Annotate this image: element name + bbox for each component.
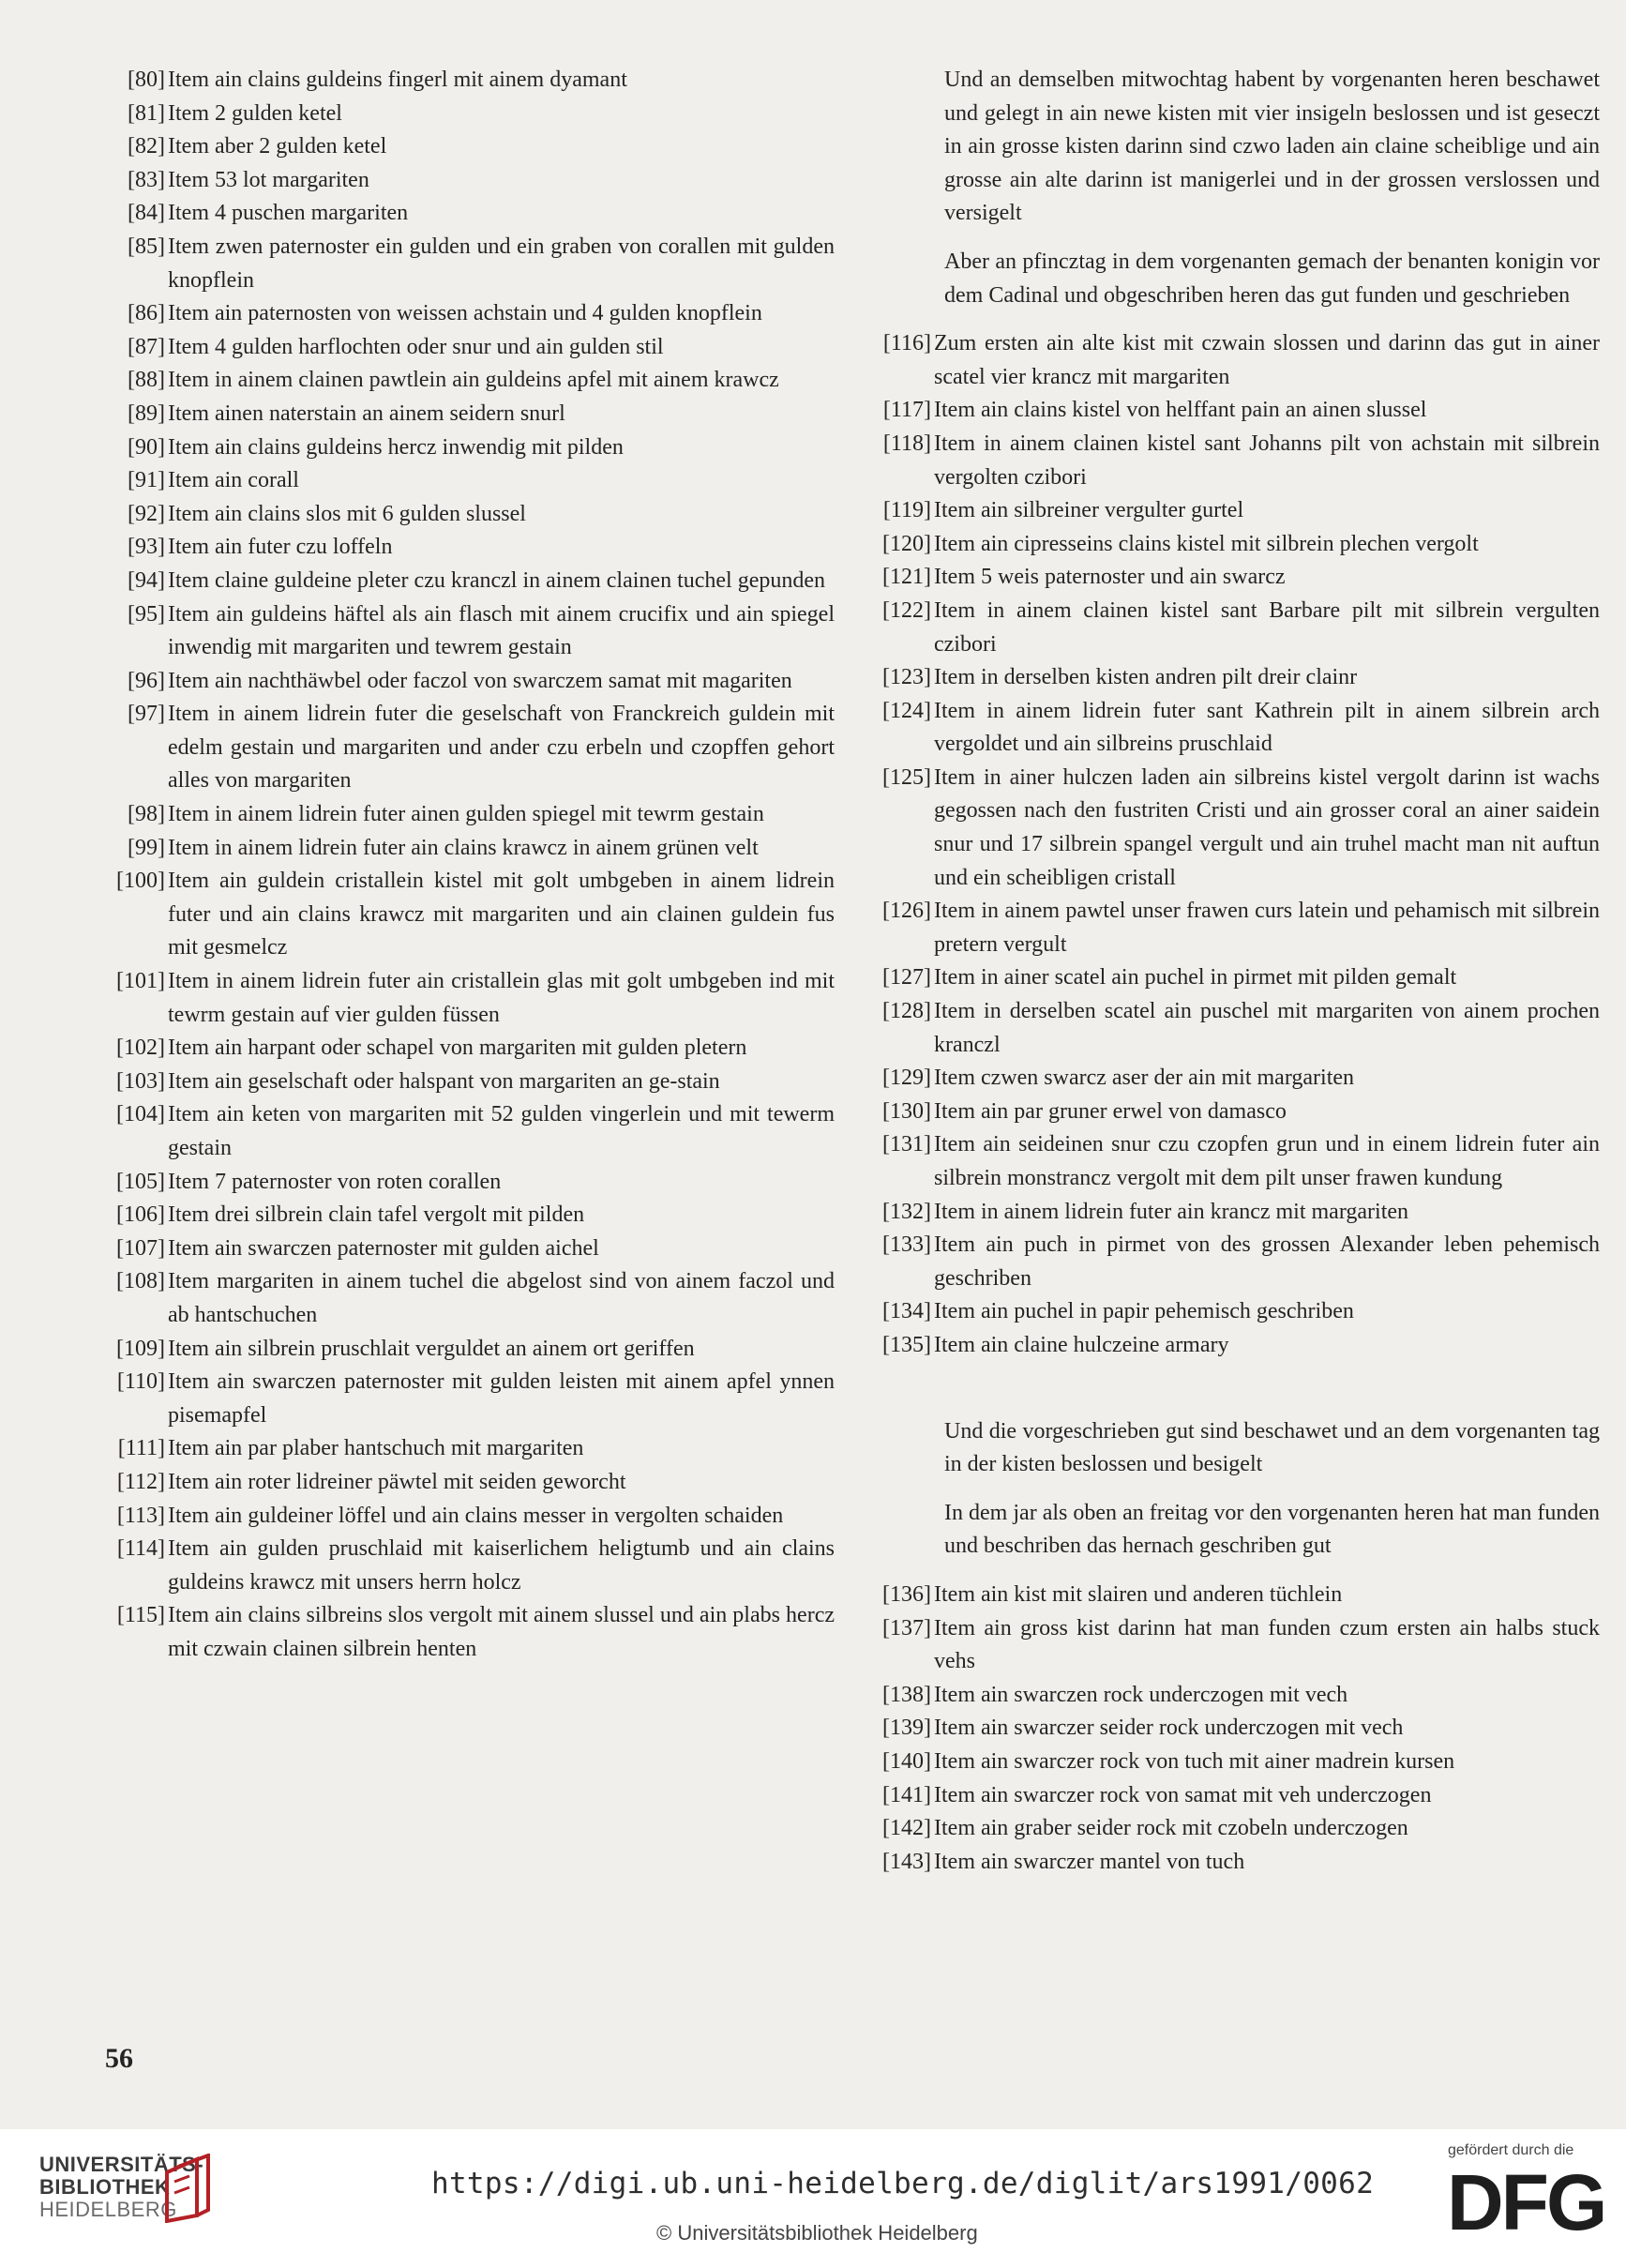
entry-number: [110]	[116, 1369, 165, 1395]
inventory-entry	[98, 364, 835, 398]
entry-number: [129]	[882, 1066, 931, 1091]
entry-number: [135]	[882, 1332, 931, 1357]
entry-text: Item in ainem pawtel unser frawen curs latein und pehamisch mit silbrein pretern vergult	[934, 899, 1600, 957]
library-emblem-icon	[159, 2154, 218, 2223]
entry-text: Item ain nachthäwbel oder faczol von swarczem samat mit magariten	[168, 668, 792, 693]
spacer	[864, 1482, 1600, 1497]
entry-text: Item 5 weis paternoster und ain swarcz	[934, 565, 1286, 590]
inventory-entry	[98, 398, 835, 431]
inventory-entry	[98, 297, 835, 331]
mid-paragraph-1: Und die vorgeschrieben gut sind beschawet und an dem vorgenanten tag in der kisten beslossen und besigelt	[944, 1418, 1600, 1477]
inventory-entry	[864, 1196, 1600, 1230]
entry-number: [91]	[128, 468, 165, 493]
entry-number: [143]	[882, 1849, 931, 1874]
inventory-entry	[98, 1066, 835, 1099]
library-name-line-3: HEIDELBERG	[39, 2198, 177, 2221]
entry-text: Item ain swarczer rock von samat mit veh underczogen	[934, 1782, 1432, 1807]
inventory-entry	[864, 961, 1600, 995]
entry-number: [89]	[128, 401, 165, 426]
entry-number: [96]	[128, 668, 165, 693]
entry-number: [97]	[128, 702, 165, 727]
entry-number: [122]	[882, 597, 931, 623]
entry-number: [137]	[882, 1615, 931, 1641]
entry-text: Item in derselben kisten andren pilt dreir clainr	[934, 665, 1358, 690]
inventory-entry	[98, 98, 835, 131]
entry-number: [82]	[128, 134, 165, 159]
entry-text: Item in ainem lidrein futer ain clains krawcz in ainem grünen velt	[168, 835, 759, 860]
inventory-entry	[864, 1746, 1600, 1779]
entry-text: Item in ainem clainen kistel sant Barbare pilt mit silbrein vergulten czibori	[934, 597, 1600, 657]
inventory-entry	[98, 598, 835, 665]
permalink-url[interactable]: https://digi.ub.uni-heidelberg.de/diglit/ars1991/0062	[431, 2167, 1375, 2200]
inventory-entry	[98, 331, 835, 365]
entry-text: Item 4 gulden harflochten oder snur und ain gulden stil	[168, 334, 664, 359]
inventory-entry	[864, 995, 1600, 1062]
entry-number: [138]	[882, 1682, 931, 1707]
inventory-entry	[98, 64, 835, 98]
inventory-entry	[98, 965, 835, 1032]
inventory-entry	[864, 494, 1600, 528]
entry-text: Item in derselben scatel ain puschel mit margariten von ainem prochen kranczl	[934, 999, 1600, 1057]
entry-number: [86]	[128, 301, 165, 326]
entry-text: Item ain seideinen snur czu czopfen grun und in einem lidrein futer ain silbrein monstrancz vergolt mit dem pilt unser frawen kundung	[934, 1132, 1600, 1190]
entry-text: Item ain geselschaft oder halspant von margariten an ge-stain	[168, 1068, 720, 1094]
inventory-entry	[98, 130, 835, 164]
entry-number: [98]	[128, 802, 165, 827]
entry-number: [120]	[882, 531, 931, 556]
inventory-entry	[98, 1265, 835, 1332]
entry-number: [111]	[117, 1436, 165, 1461]
inventory-entry	[98, 464, 835, 498]
inventory-entry	[98, 1533, 835, 1599]
spacer	[864, 1363, 1600, 1415]
entry-text: Item ain clains kistel von helffant pain an ainen slussel	[934, 398, 1427, 423]
inventory-entry	[864, 595, 1600, 661]
entry-text: Item ain par plaber hantschuch mit margariten	[168, 1436, 584, 1461]
entry-text: Item ain guldeiner löffel und ain clains messer in vergolten schaiden	[168, 1503, 784, 1528]
viewer-footer	[0, 2129, 1626, 2268]
entry-number: [116]	[882, 331, 931, 356]
entry-text: Item ain gross kist darinn hat man funden czum ersten ain halbs stuck vehs	[934, 1615, 1600, 1674]
entry-number: [132]	[882, 1199, 931, 1224]
entry-number: [117]	[882, 398, 931, 423]
inventory-entry	[98, 865, 835, 965]
entry-number: [93]	[128, 535, 165, 560]
entry-text: Item drei silbrein clain tafel vergolt mit pilden	[168, 1202, 585, 1228]
entry-text: Item zwen paternoster ein gulden und ein graben von corallen mit gulden knopflein	[168, 234, 835, 293]
dfg-logo[interactable]: DFG	[1447, 2158, 1605, 2246]
entry-text: Item ain gulden pruschlaid mit kaiserlichem heligtumb und ain clains guldeins krawcz mit unsers herrn holcz	[168, 1536, 835, 1595]
inventory-entry	[98, 665, 835, 699]
entry-number: [128]	[882, 999, 931, 1024]
inventory-entry	[864, 1712, 1600, 1746]
left-entry-list	[98, 64, 835, 1667]
entry-text: Item ain clains slos mit 6 gulden slussel	[168, 501, 526, 526]
inventory-entry	[98, 1432, 835, 1466]
entry-text: Item ain swarczen paternoster mit gulden aichel	[168, 1235, 599, 1261]
inventory-entry	[98, 1500, 835, 1534]
entry-text: Item 2 gulden ketel	[168, 100, 342, 126]
entry-number: [102]	[116, 1036, 165, 1061]
entry-text: Item ain guldeins häftel als ain flasch mit ainem crucifix und ain spiegel inwendig mit margariten und tewrem gestain	[168, 601, 835, 660]
entry-text: Item in ainer hulczen laden ain silbreins kistel vergolt darinn ist wachs gegossen nach den fustriten Cristi und ain grosser coral an ainer saidein snur und 17 silbrein spangel vergult und ain truhel macht man nit auftun und ein scheibligen cristall	[934, 764, 1600, 890]
inventory-entry	[864, 1612, 1600, 1679]
entry-text: Item in ainer scatel ain puchel in pirmet mit pilden gemalt	[934, 965, 1457, 990]
inventory-entry	[864, 1096, 1600, 1129]
spacer	[864, 312, 1600, 327]
entry-text: Item ain corall	[168, 468, 299, 493]
library-name-line-2: BIBLIOTHEK	[39, 2175, 171, 2199]
entry-number: [92]	[128, 501, 165, 526]
inventory-entry	[864, 695, 1600, 762]
entry-number: [95]	[128, 601, 165, 627]
inventory-entry	[98, 164, 835, 198]
entry-number: [124]	[882, 698, 931, 723]
entry-text: Item ain guldein cristallein kistel mit golt umbgeben in ainem lidrein futer und ain clains krawcz mit margariten und ain clainen guldein fus mit gesmelcz	[168, 869, 835, 960]
inventory-entry	[864, 561, 1600, 595]
inventory-entry	[864, 762, 1600, 895]
left-column	[98, 64, 835, 1667]
entry-number: [109]	[116, 1336, 165, 1361]
inventory-entry	[98, 531, 835, 565]
inventory-entry	[98, 698, 835, 798]
right-entry-list-1	[864, 327, 1600, 1362]
inventory-entry	[98, 431, 835, 465]
entry-number: [104]	[116, 1102, 165, 1127]
inventory-entry	[98, 1599, 835, 1666]
entry-number: [100]	[116, 869, 165, 894]
entry-text: Item in ainem lidrein futer die geselschaft von Franckreich guldein mit edelm gestain und margariten und ander czu erbeln und czopffen gehort alles von margariten	[168, 702, 835, 794]
entry-text: Item in ainem clainen pawtlein ain guldeins apfel mit ainem krawcz	[168, 368, 779, 393]
entry-text: Item ainen naterstain an ainem seidern snurl	[168, 401, 565, 426]
entry-text: Item ain clains guldeins hercz inwendig mit pilden	[168, 434, 624, 460]
entry-number: [123]	[882, 665, 931, 690]
entry-text: Item ain futer czu loffeln	[168, 535, 393, 560]
entry-number: [142]	[882, 1816, 931, 1841]
entry-number: [87]	[128, 334, 165, 359]
inventory-entry	[98, 1098, 835, 1165]
entry-text: Item ain paternosten von weissen achstain und 4 gulden knopflein	[168, 301, 762, 326]
entry-text: Item aber 2 gulden ketel	[168, 134, 387, 159]
entry-number: [134]	[882, 1299, 931, 1324]
entry-number: [90]	[128, 434, 165, 460]
entry-number: [118]	[882, 431, 931, 456]
entry-text: Item ain clains silbreins slos vergolt mit ainem slussel und ain plabs hercz mit czwain clainen silbrein henten	[168, 1603, 835, 1661]
inventory-entry	[98, 1166, 835, 1200]
inventory-entry	[864, 327, 1600, 394]
copyright-notice: © Universitätsbibliothek Heidelberg	[656, 2221, 978, 2245]
university-library-logo[interactable]	[39, 2154, 203, 2221]
entry-text: Item ain silbreiner vergulter gurtel	[934, 498, 1244, 523]
entry-number: [108]	[116, 1269, 165, 1294]
entry-text: Item ain cipresseins clains kistel mit silbrein plechen vergolt	[934, 531, 1479, 556]
entry-number: [119]	[882, 498, 931, 523]
inventory-entry	[864, 1229, 1600, 1295]
entry-number: [103]	[116, 1068, 165, 1094]
entry-number: [83]	[128, 167, 165, 192]
entry-text: Item in ainem lidrein futer ain cristallein glas mit golt umbgeben ind mit tewrm gestain auf vier gulden füssen	[168, 969, 835, 1027]
entry-number: [115]	[116, 1603, 165, 1628]
entry-number: [126]	[882, 899, 931, 924]
entry-number: [121]	[882, 565, 931, 590]
inventory-entry	[864, 1329, 1600, 1363]
right-column	[864, 64, 1600, 1879]
inventory-entry	[864, 528, 1600, 562]
entry-text: Item ain harpant oder schapel von margariten mit gulden pletern	[168, 1036, 747, 1061]
entry-number: [139]	[882, 1716, 931, 1741]
inventory-entry	[864, 1846, 1600, 1880]
inventory-entry	[864, 895, 1600, 961]
right-entry-list-2	[864, 1579, 1600, 1879]
entry-number: [106]	[116, 1202, 165, 1228]
inventory-entry	[864, 1779, 1600, 1813]
entry-number: [84]	[128, 201, 165, 226]
entry-number: [80]	[128, 68, 165, 92]
entry-number: [99]	[128, 835, 165, 860]
inventory-entry	[98, 1032, 835, 1066]
entry-text: Item ain swarczer mantel von tuch	[934, 1849, 1245, 1874]
page-number: 56	[105, 2043, 133, 2074]
entry-number: [114]	[116, 1536, 165, 1562]
inventory-entry	[864, 428, 1600, 494]
funding-caption: gefördert durch die	[1448, 2142, 1574, 2158]
entry-text: Item ain puchel in papir pehemisch geschriben	[934, 1299, 1354, 1324]
entry-number: [105]	[116, 1169, 165, 1194]
inventory-entry	[98, 832, 835, 866]
entry-number: [141]	[882, 1782, 931, 1807]
entry-number: [101]	[116, 969, 165, 994]
entry-number: [85]	[128, 234, 165, 259]
entry-text: Item ain claine hulczeine armary	[934, 1332, 1229, 1357]
inventory-entry	[98, 197, 835, 231]
spacer	[864, 231, 1600, 246]
entry-number: [81]	[128, 100, 165, 126]
entry-number: [127]	[882, 965, 931, 990]
entry-text: Zum ersten ain alte kist mit czwain slossen und darinn das gut in ainer scatel vier krancz mit margariten	[934, 331, 1600, 389]
entry-text: Item margariten in ainem tuchel die abgelost sind von ainem faczol und ab hantschuchen	[168, 1269, 835, 1327]
inventory-entry	[98, 231, 835, 297]
inventory-entry	[864, 1579, 1600, 1612]
entry-text: Item claine guldeine pleter czu kranczl in ainem clainen tuchel gepunden	[168, 567, 826, 593]
inventory-entry	[98, 1466, 835, 1500]
entry-text: Item 53 lot margariten	[168, 167, 369, 192]
inventory-entry	[864, 661, 1600, 695]
inventory-entry	[864, 1679, 1600, 1713]
entry-number: [112]	[116, 1469, 165, 1494]
entry-text: Item ain roter lidreiner päwtel mit seiden geworcht	[168, 1469, 626, 1494]
entry-number: [131]	[882, 1132, 931, 1157]
inventory-entry	[864, 394, 1600, 428]
entry-number: [88]	[128, 368, 165, 393]
entry-number: [125]	[882, 764, 931, 790]
entry-number: [113]	[116, 1503, 165, 1528]
entry-text: Item ain silbrein pruschlait verguldet an ainem ort geriffen	[168, 1336, 695, 1361]
inventory-entry	[98, 798, 835, 832]
inventory-entry	[98, 1366, 835, 1432]
mid-paragraph-2: In dem jar als oben an freitag vor den vorgenanten heren hat man funden und beschriben das hernach geschriben gut	[944, 1500, 1600, 1559]
entry-text: Item czwen swarcz aser der ain mit margariten	[934, 1066, 1355, 1091]
inventory-entry	[864, 1128, 1600, 1195]
entry-number: [130]	[882, 1098, 931, 1124]
entry-text: Item in ainem lidrein futer sant Kathrein pilt in ainem silbrein arch vergoldet und ain silbreins pruschlaid	[934, 698, 1600, 757]
library-name-line-1: UNIVERSITÄTS-	[39, 2153, 204, 2176]
entry-text: Item in ainem lidrein futer ain krancz mit margariten	[934, 1199, 1409, 1224]
entry-text: Item in ainem lidrein futer ainen gulden spiegel mit tewrm gestain	[168, 802, 764, 827]
entry-text: Item ain clains guldeins fingerl mit ainem dyamant	[168, 68, 627, 92]
spacer	[864, 1564, 1600, 1579]
inventory-entry	[864, 1295, 1600, 1329]
inventory-entry	[98, 1232, 835, 1266]
entry-text: Item ain kist mit slairen und anderen tüchlein	[934, 1581, 1343, 1607]
entry-text: Item ain par gruner erwel von damasco	[934, 1098, 1287, 1124]
inventory-entry	[98, 565, 835, 598]
inventory-entry	[98, 1199, 835, 1232]
entry-text: Item ain puch in pirmet von des grossen Alexander leben pehemisch geschriben	[934, 1232, 1600, 1291]
inventory-entry	[864, 1062, 1600, 1096]
intro-paragraph-2: Aber an pfincztag in dem vorgenanten gemach der benanten konigin vor dem Cadinal und obgeschriben heren das gut funden und geschrieben	[944, 249, 1600, 308]
entry-number: [133]	[882, 1232, 931, 1258]
entry-number: [94]	[128, 567, 165, 593]
entry-text: Item ain swarczen rock underczogen mit vech	[934, 1682, 1348, 1707]
entry-number: [107]	[116, 1235, 165, 1261]
entry-number: [136]	[882, 1581, 931, 1607]
entry-text: Item ain keten von margariten mit 52 gulden vingerlein und mit tewerm gestain	[168, 1102, 835, 1160]
entry-text: Item 4 puschen margariten	[168, 201, 409, 226]
entry-number: [140]	[882, 1748, 931, 1774]
entry-text: Item ain swarczer rock von tuch mit ainer madrein kursen	[934, 1748, 1455, 1774]
inventory-entry	[98, 498, 835, 532]
intro-paragraph-1: Und an demselben mitwochtag habent by vorgenanten heren beschawet und gelegt in ain newe kisten mit vier insigeln beslossen und ist geseczt in ain grosse kisten darinn sind czwo laden ain claine scheiblige und ain grosse ain alte darinn ist manigerlei und in der grossen verslossen und versigelt	[944, 68, 1600, 226]
entry-text: Item in ainem clainen kistel sant Johanns pilt von achstain mit silbrein vergolten czibori	[934, 431, 1600, 490]
entry-text: Item 7 paternoster von roten corallen	[168, 1169, 502, 1194]
inventory-entry	[864, 1812, 1600, 1846]
entry-text: Item ain swarczer seider rock underczogen mit vech	[934, 1716, 1404, 1741]
inventory-entry	[98, 1333, 835, 1367]
entry-text: Item ain swarczen paternoster mit gulden leisten mit ainem apfel ynnen pisemapfel	[168, 1369, 835, 1428]
entry-text: Item ain graber seider rock mit czobeln underczogen	[934, 1816, 1408, 1841]
